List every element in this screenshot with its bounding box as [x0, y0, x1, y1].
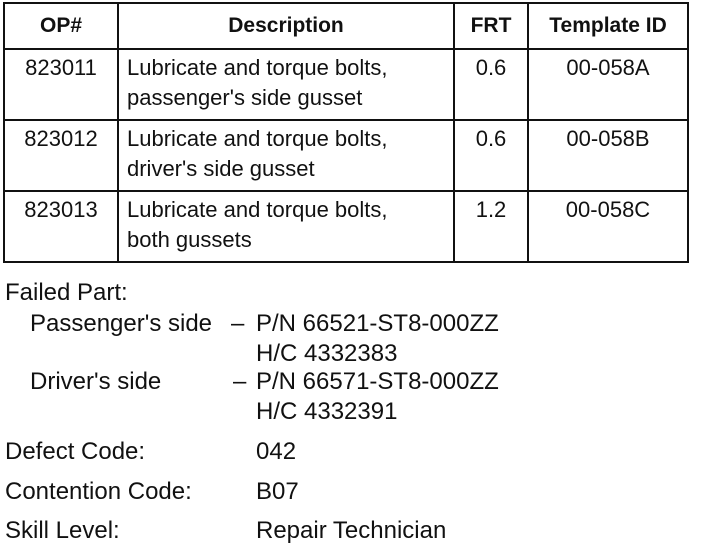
driver-hc: H/C 4332391	[256, 398, 398, 425]
description-line: Lubricate and torque bolts,	[127, 126, 388, 151]
passenger-dash: –	[231, 310, 245, 337]
description-line: both gussets	[127, 227, 252, 252]
table-row	[4, 120, 688, 191]
contention-code-label: Contention Code:	[5, 478, 192, 505]
defect-code-value: 042	[256, 438, 297, 465]
header-template-id: Template ID	[528, 3, 688, 49]
driver-dash: –	[233, 368, 247, 395]
header-frt: FRT	[454, 3, 528, 49]
skill-level-label: Skill Level:	[5, 517, 120, 544]
op-cell: 823012	[4, 120, 118, 191]
passenger-hc: H/C 4332383	[256, 340, 398, 367]
op-cell: 823013	[4, 191, 118, 262]
op-cell: 823011	[4, 49, 118, 120]
description-line: Lubricate and torque bolts,	[127, 197, 388, 222]
frt-cell: 0.6	[454, 49, 528, 120]
header-description: Description	[118, 3, 454, 49]
description-cell	[118, 120, 454, 191]
description-line: Lubricate and torque bolts,	[127, 55, 388, 80]
template-id-cell: 00-058A	[528, 49, 688, 120]
passenger-part-number: P/N 66521-ST8-000ZZ	[256, 310, 499, 337]
description-cell	[118, 49, 454, 120]
driver-side-label: Driver's side	[30, 368, 162, 395]
failed-part-label: Failed Part:	[5, 279, 128, 306]
skill-level-value: Repair Technician	[256, 517, 447, 544]
template-id-cell: 00-058B	[528, 120, 688, 191]
template-id-cell: 00-058C	[528, 191, 688, 262]
frt-cell: 1.2	[454, 191, 528, 262]
driver-part-number: P/N 66571-ST8-000ZZ	[256, 368, 499, 395]
passenger-side-label: Passenger's side	[30, 310, 213, 337]
table-row	[4, 49, 688, 120]
description-cell	[118, 191, 454, 262]
operations-table	[3, 2, 689, 263]
defect-code-label: Defect Code:	[5, 438, 146, 465]
description-line: passenger's side gusset	[127, 85, 363, 110]
contention-code-value: B07	[256, 478, 299, 505]
table-header-row	[4, 3, 688, 49]
table-row	[4, 191, 688, 262]
header-op: OP#	[4, 3, 118, 49]
description-line: driver's side gusset	[127, 156, 315, 181]
frt-cell: 0.6	[454, 120, 528, 191]
